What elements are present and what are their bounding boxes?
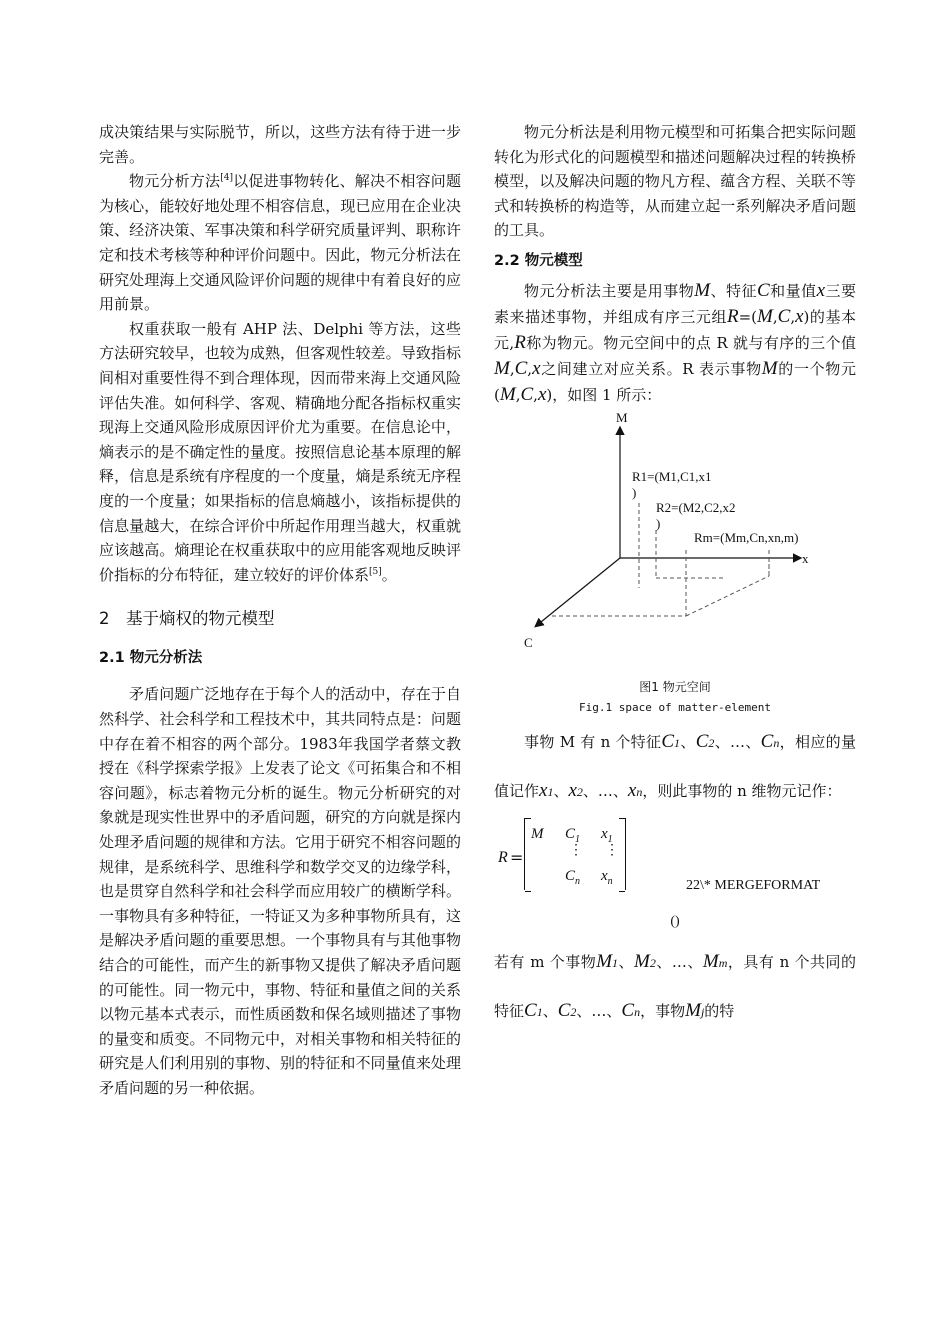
matrix-body <box>524 818 626 890</box>
axis-x-label: x <box>802 550 809 566</box>
text-run: 以促进事物转化、解决不相容问题为核心，能较好地处理不相容信息，现已应用在企业决策、经济决策、军事决策和科学研究质量评判、职称许定和技术考核等种种评价问题中。因此，物元分析法在研究处理海上交通风险评价问题的规律中有着良好的应用前景。 <box>99 172 461 314</box>
matrix-cell: $x_n$ <box>601 867 613 887</box>
text-run: 权重获取一般有 AHP 法、Delphi 等方法，这些方法研究较早，也较为成熟，但客观性较差。导致指标间相对重要性得不到合理体现，因而带来海上交通风险评估失准。如何科学、客观、精确地分配各指标权重实现海上交通风险形成原因评价尤为重要。在信息论中，熵表示的是不确定性的量度。按照信息论基本原理的解释，信息是系统有序程度的一个度量，熵是系统无序程度的一个度量；如果指标的信息熵越小，该指标提供的信息量越大，在综合评价中所起作用理当越大，权重就应该越高。熵理论在权重获取中的应用能客观地反映评价指标的分布特征，建立较好的评价体系 <box>99 319 461 584</box>
c-axis <box>536 558 620 626</box>
subsection-heading: 2.2 物元模型 <box>494 252 583 269</box>
left-column <box>99 120 461 1101</box>
matrix-lhs: R <box>498 848 508 866</box>
section-heading: 2 基于熵权的物元模型 <box>99 609 275 629</box>
point-r1-label-end: ) <box>632 484 637 500</box>
citation: [5] <box>369 566 382 577</box>
paragraph: 成决策结果与实际脱节，所以，这些方法有待于进一步完善。 <box>99 123 461 166</box>
projection-lines <box>552 503 769 616</box>
text-run: 物元分析方法 <box>129 172 221 191</box>
figure-caption-en: Fig.1 space of matter-element <box>578 700 772 714</box>
figure-svg <box>494 408 856 676</box>
matrix-cell: $C_n$ <box>565 867 581 887</box>
point-r1-label: R1=(M1,C1,x1 <box>632 468 712 484</box>
equation-number: 22\* MERGEFORMAT <box>686 877 821 893</box>
point-r2-label: R2=(M2,C2,x2 <box>656 499 736 515</box>
paragraph: 矛盾问题广泛地存在于每个人的活动中，存在于自然科学、社会科学和工程技术中，其共同特点是：问题中存在着不相容的两个部分。1983年我国学者蔡文教授在《科学探索学报》上发表了论文《可拓集合和不相容问题》，标志着物元分析的诞生。物元分析研究的对象就是现实性世界中的矛盾问题，研究的方向就是探内处理矛盾问题的规律和方法。它用于研究不相容问题的规律，是系统科学、思维科学和数学交叉的边缘学科，也是贯穿自然科学和社会科学而应用较广的横断学科。一事物具有多种特征，一特证又为多种事物所具有，这是解决矛盾问题的重要思想。一个事物具有与其他事物结合的可能性，而产生的新事物又提供了解决矛盾问题的可能性。同一物元中，事物、特征和量值之间的关系以物元基本式表示，而性质函数和保名域则描述了事物的量变和质变。不同物元中，对相关事物和相关特征的研究是人们利用别的事物、别的特征和不同量值来处理矛盾问题的另一种依据。 <box>99 685 461 1097</box>
matrix-vdots: ⋮ <box>569 841 583 858</box>
figure-caption-cn: 图1 物元空间 <box>639 679 711 694</box>
matrix-cell: M <box>531 825 544 842</box>
point-rm-label: Rm=(Mm,Cn,xn,m) <box>694 529 799 545</box>
paragraph: 物元分析法主要是用事物M、特征C和量值x三要素来描述事物，并组成有序三元组R=(M,C,x)的基本元,R称为物元。物元空间中的点 R 就与有序的三个值M,C,x之间建立对应关系。R 表示事物M的一个物元(M,C,x)，如图 1 所示： <box>494 279 856 405</box>
subsection-heading: 2.1 物元分析法 <box>99 649 203 666</box>
right-column <box>494 120 856 1036</box>
paragraph: 物元分析法是利用物元模型和可拓集合把实际问题转化为形式化的问题模型和描述问题解决过程的转换桥模型，以及解决问题的物凡方程、蕴含方程、关联不等式和转换桥的构造等，从而建立起一系列解决矛盾问题的工具。 <box>494 123 856 240</box>
matrix-vdots: ⋮ <box>605 841 619 858</box>
axis-c-label: C <box>524 634 533 650</box>
paragraph: 若有 m 个事物M1、M2、…、Mm，具有 n 个共同的特征C1、C2、…、Cn，事物Mj的特 <box>494 951 856 1022</box>
matrix-cell: $x_1$ <box>601 825 613 845</box>
paragraph <box>99 317 461 588</box>
figure-matter-element-space <box>494 408 856 676</box>
axis-m-label: M <box>616 409 628 425</box>
paragraph <box>99 169 461 317</box>
text-run: 。 <box>381 565 397 584</box>
matrix-equation <box>494 816 856 904</box>
equals-sign: = <box>510 847 524 867</box>
paragraph: 事物 M 有 n 个特征C1、C2、…、Cn，相应的量值记作x1、x2、…、xn，则此事物的 n 维物元记作： <box>494 730 856 801</box>
equation-paren: () <box>670 913 680 929</box>
citation: [4] <box>220 173 233 184</box>
point-r2-label-end: ) <box>656 515 661 531</box>
matrix-cell: $C_1$ <box>565 825 581 845</box>
